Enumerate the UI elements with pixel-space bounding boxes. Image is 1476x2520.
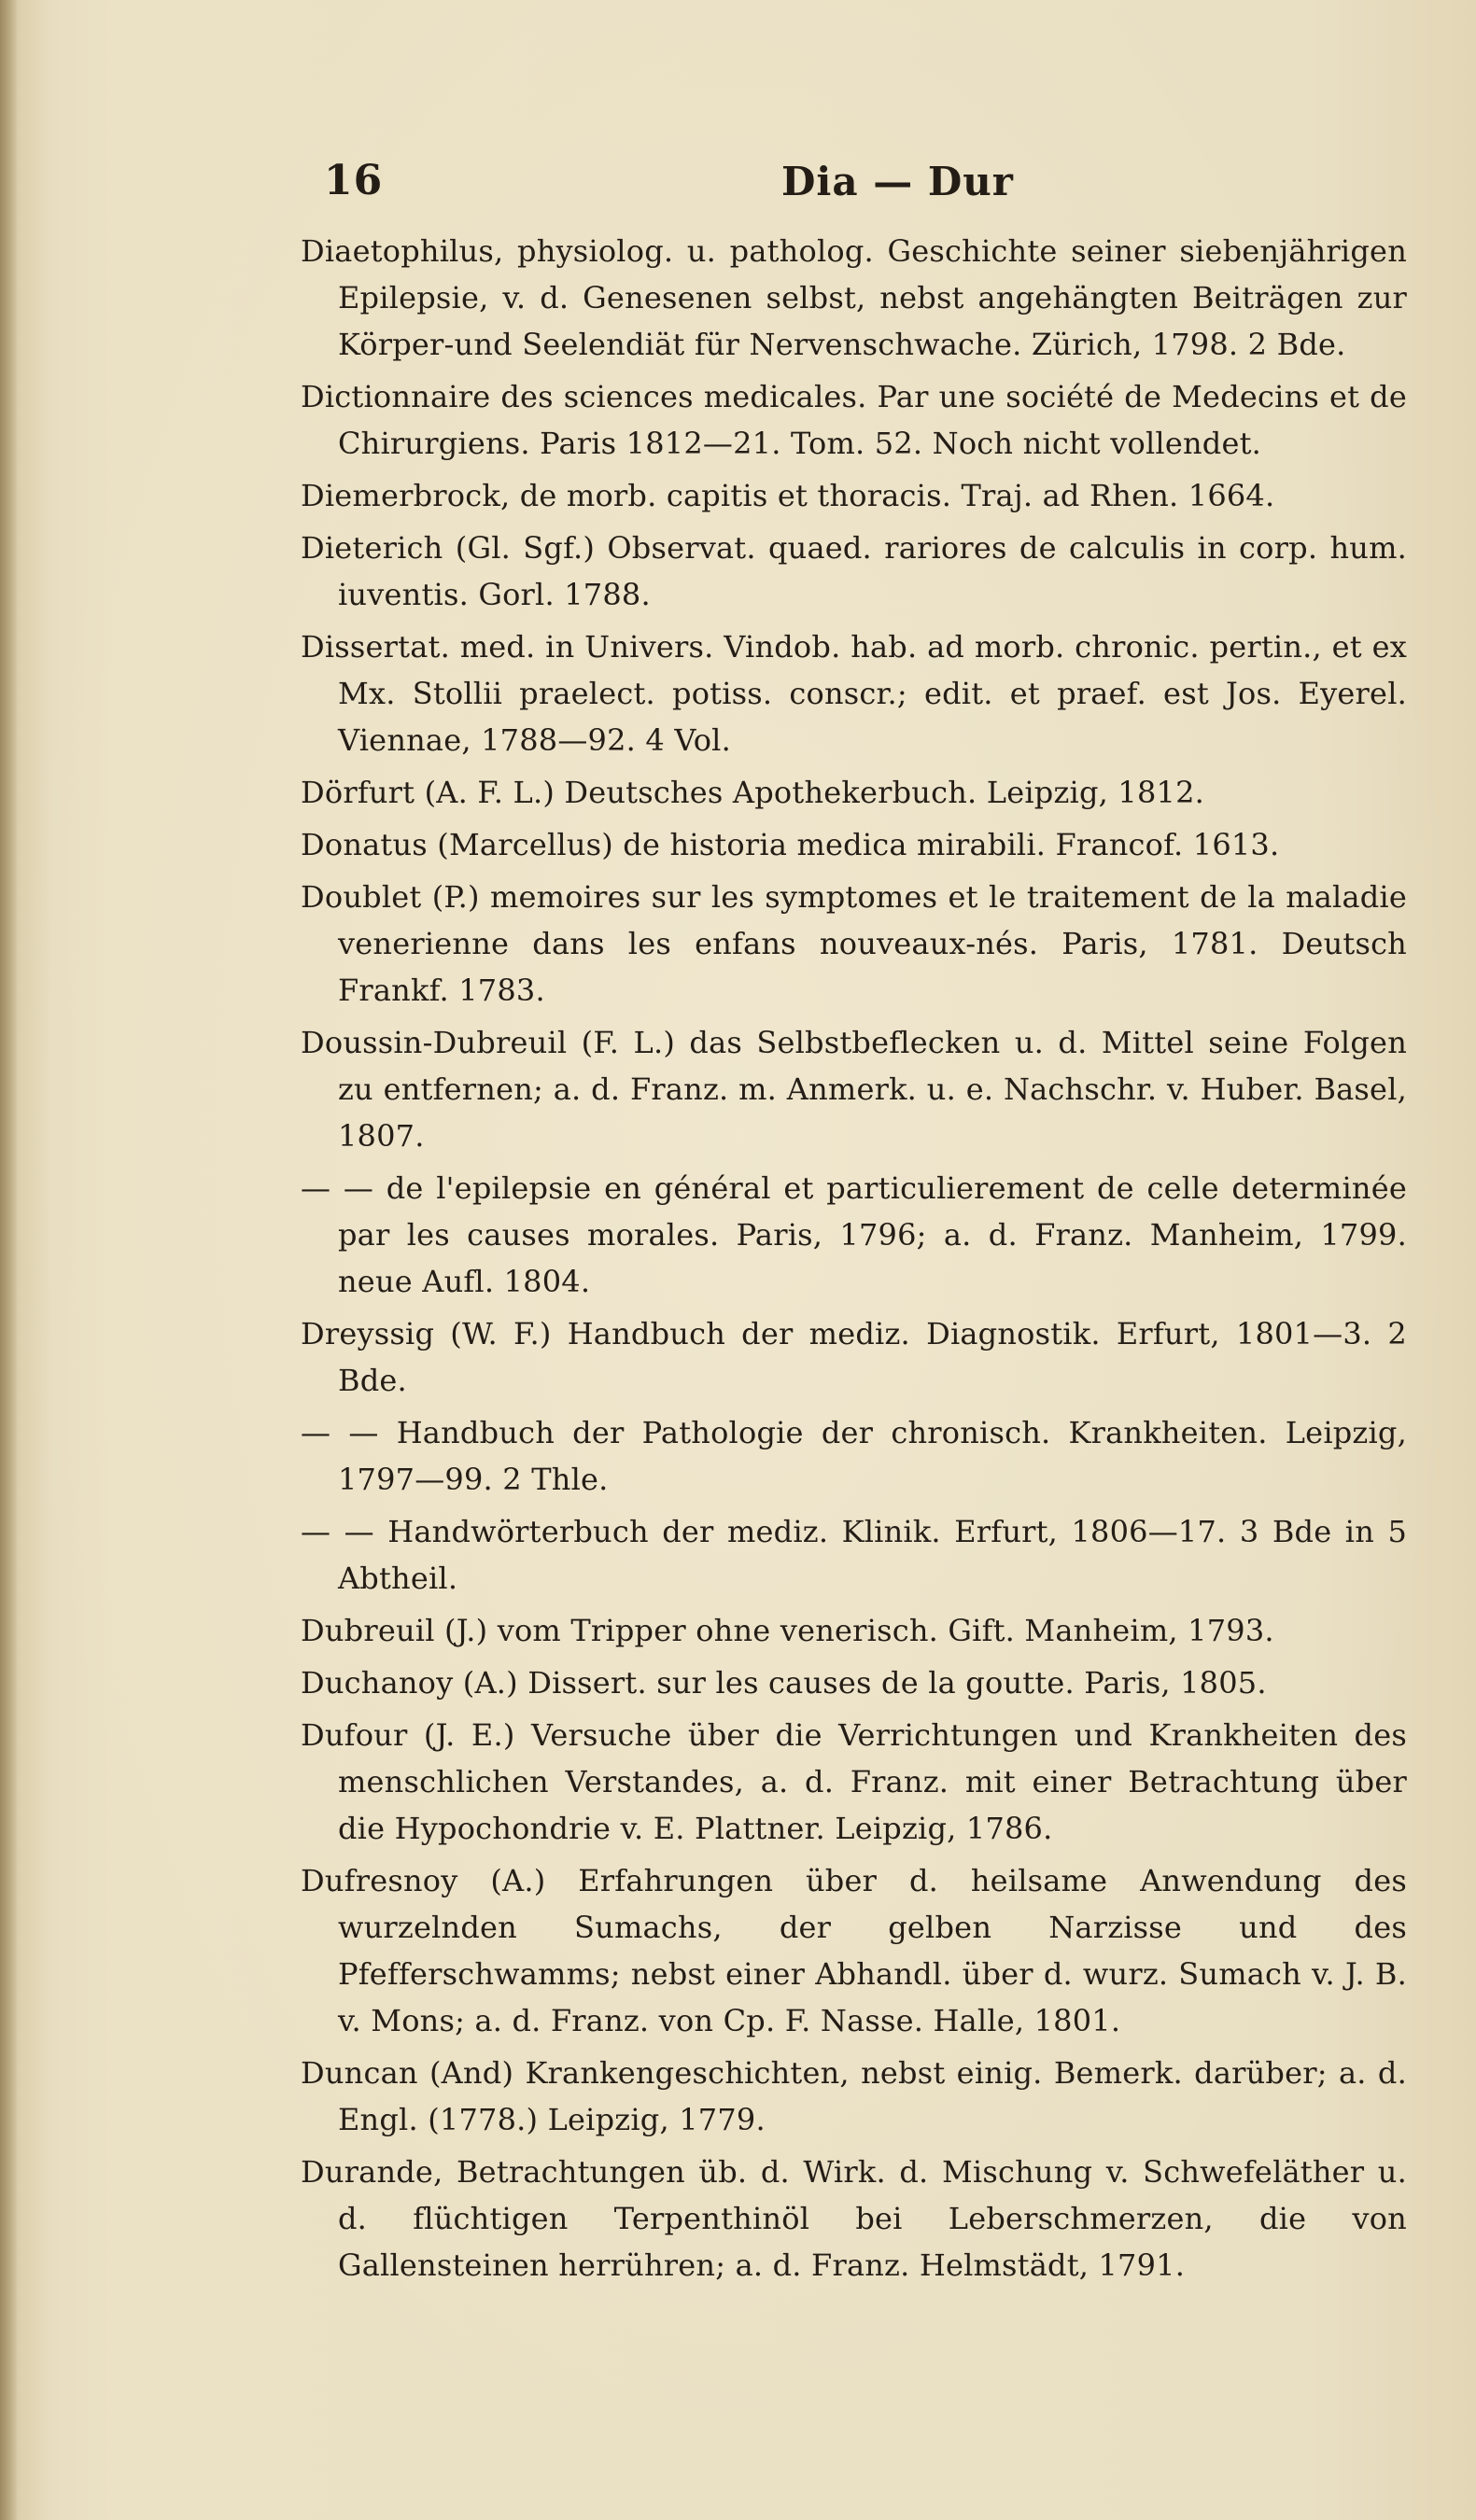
bibliography-entry: Doussin-Dubreuil (F. L.) das Selbstbeflecken u. d. Mittel seine Folgen zu entfernen; a. d. Franz. m. Anmerk. u. e. Nachschr. v. Huber. Basel, 1807. bbox=[301, 1025, 1407, 1154]
bibliography-entry: Dreyssig (W. F.) Handbuch der mediz. Diagnostik. Erfurt, 1801—3. 2 Bde. bbox=[301, 1316, 1407, 1398]
bibliography-list bbox=[301, 228, 1407, 2294]
bibliography-entry: Diaetophilus, physiolog. u. patholog. Geschichte seiner siebenjährigen Epilepsie, v. d. Genesenen selbst, nebst angehängten Beiträgen zur Körper-und Seelendiät für Nervenschwache. Zürich, 1798. 2 Bde. bbox=[301, 233, 1407, 362]
bibliography-entry: Dubreuil (J.) vom Tripper ohne venerisch. Gift. Manheim, 1793. bbox=[301, 1613, 1274, 1648]
bibliography-entry: Doublet (P.) memoires sur les symptomes et le traitement de la maladie venerienne dans les enfans nouveaux-nés. Paris, 1781. Deutsch Frankf. 1783. bbox=[301, 879, 1407, 1008]
bibliography-entry: Dufour (J. E.) Versuche über die Verrichtungen und Krankheiten des menschlichen Verstandes, a. d. Franz. mit einer Betrachtung über die Hypochondrie v. E. Plattner. Leipzig, 1786. bbox=[301, 1717, 1407, 1846]
bibliography-entry: Dufresnoy (A.) Erfahrungen über d. heilsame Anwendung des wurzelnden Sumachs, der gelben Narzisse und des Pfefferschwamms; nebst einer Abhandl. über d. wurz. Sumach v. J. B. v. Mons; a. d. Franz. von Cp. F. Nasse. Halle, 1801. bbox=[301, 1863, 1407, 2038]
bibliography-entry: Durande, Betrachtungen üb. d. Wirk. d. Mischung v. Schwefeläther u. d. flüchtigen Terpenthinöl bei Leberschmerzen, die von Gallensteinen herrühren; a. d. Franz. Helmstädt, 1791. bbox=[301, 2154, 1407, 2283]
bibliography-entry: Dissertat. med. in Univers. Vindob. hab. ad morb. chronic. pertin., et ex Mx. Stollii praelect. potiss. conscr.; edit. et praef. est Jos. Eyerel. Viennae, 1788—92. 4 Vol. bbox=[301, 629, 1407, 758]
bibliography-entry: Dictionnaire des sciences medicales. Par une société de Medecins et de Chirurgiens. Paris 1812—21. Tom. 52. Noch nicht vollendet. bbox=[301, 379, 1407, 461]
bibliography-entry: Donatus (Marcellus) de historia medica mirabili. Francof. 1613. bbox=[301, 827, 1280, 862]
page-header bbox=[324, 157, 1407, 213]
running-head: Dia — Dur bbox=[781, 159, 1014, 204]
bibliography-entry: Dieterich (Gl. Sgf.) Observat. quaed. rariores de calculis in corp. hum. iuventis. Gorl. 1788. bbox=[301, 530, 1407, 612]
page-number: 16 bbox=[324, 157, 384, 204]
bibliography-entry: Diemerbrock, de morb. capitis et thoracis. Traj. ad Rhen. 1664. bbox=[301, 478, 1275, 513]
bibliography-entry: — — Handbuch der Pathologie der chronisch. Krankheiten. Leipzig, 1797—99. 2 Thle. bbox=[301, 1415, 1407, 1497]
binding-shadow bbox=[0, 0, 17, 2520]
bibliography-entry: — — de l'epilepsie en général et particulierement de celle determinée par les causes morales. Paris, 1796; a. d. Franz. Manheim, 1799. neue Aufl. 1804. bbox=[301, 1170, 1407, 1299]
bibliography-entry: — — Handwörterbuch der mediz. Klinik. Erfurt, 1806—17. 3 Bde in 5 Abtheil. bbox=[301, 1514, 1407, 1596]
bibliography-entry: Duncan (And) Krankengeschichten, nebst einig. Bemerk. darüber; a. d. Engl. (1778.) Leipzig, 1779. bbox=[301, 2055, 1407, 2137]
bibliography-entry: Duchanoy (A.) Dissert. sur les causes de la goutte. Paris, 1805. bbox=[301, 1665, 1267, 1701]
bibliography-entry: Dörfurt (A. F. L.) Deutsches Apothekerbuch. Leipzig, 1812. bbox=[301, 775, 1205, 810]
